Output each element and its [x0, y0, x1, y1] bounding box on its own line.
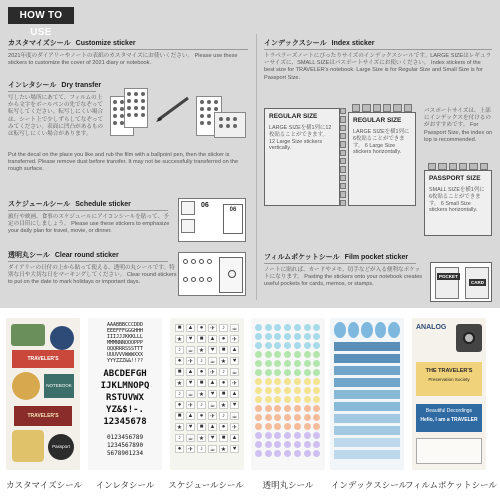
number-letters: 0123456789 1234567890 5678901234: [106, 434, 144, 457]
clear-dot: [304, 396, 311, 403]
index-circles: [334, 322, 400, 338]
clear-dot: [265, 360, 272, 367]
schedule-illustration: [178, 198, 246, 242]
index-strips: [334, 342, 400, 459]
round-sticker: [12, 372, 40, 400]
clear-dot: [265, 396, 272, 403]
transfer-result-illustration: [214, 112, 246, 138]
clear-dot: [304, 369, 311, 376]
schedule-icon: ☕: [209, 402, 216, 409]
clear-dot: [255, 450, 262, 457]
clear-dot: [304, 387, 311, 394]
schedule-icon: ■: [219, 434, 228, 442]
clear-dot: [284, 396, 291, 403]
clear-round-title: [8, 250, 119, 260]
pen-icon: [152, 94, 192, 124]
hello-text: Hello, I am a TRAVELER: [420, 417, 478, 423]
customize-text: 2021年度のダイアリーやノートの表紙のカスタマイズにお使いください。 Please use these stickers to customize the cover of 2021 diary or notebook.: [8, 53, 238, 67]
clear-dot: [313, 333, 320, 340]
clear-dot: [255, 369, 262, 376]
clear-dot: [294, 432, 301, 439]
clear-round-title-ja: 透明丸シール: [8, 252, 50, 259]
clear-dot: [255, 432, 262, 439]
passport-sticker: Passport: [48, 434, 74, 460]
index-text: トラベラーズノートにぴったりサイズのインデックスシールです。LARGE SIZEはレギュラーサイズに、SMALL SIZEはパスポートサイズにお使いください。 Index stickers of the best size for TRAVELER's notebook. Large Size is for Regular Size and Small Size is for Passport Size.: [264, 53, 492, 81]
clear-dot: [284, 450, 291, 457]
divider: [8, 49, 248, 50]
clear-dot: [304, 450, 311, 457]
clear-dot: [274, 450, 281, 457]
schedule-icon: ★: [176, 380, 183, 387]
clear-dot: [313, 387, 320, 394]
clear-dot: [255, 324, 262, 331]
schedule-icon: ★: [220, 358, 227, 365]
clear-round-product: [251, 318, 325, 470]
clear-dot: [304, 423, 311, 430]
clear-dot: [265, 387, 272, 394]
schedule-icon: ♪: [197, 445, 206, 453]
schedule-icon: ▲: [209, 336, 216, 342]
schedule-icon: ♥: [186, 379, 195, 387]
clear-dot: [304, 441, 311, 448]
banner-sticker-2: TRAVELER'S: [14, 406, 72, 426]
clear-dot: [294, 441, 301, 448]
schedule-icon: ●: [175, 445, 184, 453]
clear-dot: [294, 450, 301, 457]
film-pocket-illustration: [430, 262, 492, 302]
dry-transfer-title: [8, 80, 101, 90]
clear-dot: [284, 405, 291, 412]
clear-dot: [304, 351, 311, 358]
clear-dot: [284, 351, 291, 358]
clear-dot: [274, 360, 281, 367]
clear-dot: [313, 351, 320, 358]
clear-dot: [304, 333, 311, 340]
passport-size-label: PASSPORT SIZE: [429, 175, 481, 182]
column-divider: [256, 34, 257, 300]
schedule-icon: ♥: [230, 401, 239, 409]
schedule-icon: ●: [175, 357, 184, 365]
clear-dot: [284, 369, 291, 376]
clear-round-text: ダイアリーの日付の上から貼って使える、透明の丸シールです。特別な日や大切な日をマーキングしてください。 Clear round stickers to put on the date to mark holidays or important days.: [8, 265, 177, 286]
clear-dot: [294, 405, 301, 412]
schedule-icon: ☕: [187, 347, 194, 354]
dry-transfer-text-ja: 写したい場所にあてて、フィルムの上から文字をボールペンの先でなぞって転写してください。転写しにくい場合は、シート上で少しずらしてなぞってみてください。表面に凹凸があるものは転写しにくい場合があります。: [8, 95, 104, 138]
passport-size-text: SMALL SIZEを横1列に6枚貼ることができます。 6 Small Size stickers horizontally.: [429, 187, 485, 214]
clear-dot: [284, 378, 291, 385]
passport-size-box: [424, 170, 492, 236]
schedule-icon: ■: [197, 379, 206, 387]
beautiful-banner: [416, 404, 482, 432]
clear-dot: [313, 405, 320, 412]
schedule-icon: ✈: [231, 380, 238, 387]
clear-dot: [255, 360, 262, 367]
schedule-icon: ♥: [230, 357, 239, 365]
clear-dot: [255, 342, 262, 349]
clear-dot: [313, 324, 320, 331]
film-pocket-strip: [416, 438, 482, 464]
regular-size-vertical-box: [264, 108, 340, 206]
film-pocket-title: [264, 252, 408, 262]
schedule-icon: ✈: [187, 358, 194, 365]
clear-dot: [313, 396, 320, 403]
schedule-icon: ♥: [186, 335, 195, 343]
customize-title-en: Customize sticker: [75, 40, 136, 47]
schedule-icon: ☕: [209, 446, 216, 453]
schedule-icon: ●: [175, 401, 184, 409]
clear-dot: [304, 360, 311, 367]
clear-dot: [255, 396, 262, 403]
camera-sticker: [456, 324, 482, 352]
clear-dot: [294, 342, 301, 349]
schedule-icon: ✈: [209, 325, 216, 332]
schedule-icon: ♥: [230, 445, 239, 453]
regular-size-label-2: REGULAR SIZE: [353, 117, 402, 124]
schedule-icon: ●: [197, 324, 206, 332]
clear-dot: [294, 378, 301, 385]
schedule-icon: ☕: [231, 413, 238, 420]
clear-dot: [304, 342, 311, 349]
schedule-icon: ■: [175, 324, 184, 332]
schedule-icon: ●: [197, 368, 206, 376]
clear-dot: [265, 423, 272, 430]
clear-dot: [255, 351, 262, 358]
dry-transfer-product: [88, 318, 162, 470]
clear-dot: [304, 324, 311, 331]
schedule-icon: ■: [197, 335, 206, 343]
schedule-icon: ★: [220, 402, 227, 409]
schedule-icon: ▲: [231, 435, 238, 441]
clear-dot: [304, 405, 311, 412]
dry-transfer-title-en: Dry transfer: [61, 82, 102, 89]
divider: [8, 261, 168, 262]
clear-dot: [255, 405, 262, 412]
big-letters: ABCDEFGH IJKLMNOPQ RSTUVWX YZ&$!-. 12345678: [100, 369, 150, 427]
regular-size-text-2: LARGE SIZEを横1列に6枚貼ることができます。 6 Large Size stickers horizontally.: [353, 129, 410, 156]
schedule-title-ja: スケジュールシール: [8, 201, 71, 208]
clear-dot: [265, 450, 272, 457]
schedule-icon: ★: [220, 446, 227, 453]
dry-transfer-title-ja: インレタシール: [8, 82, 57, 89]
clear-dot: [265, 351, 272, 358]
clear-dot: [274, 405, 281, 412]
schedule-icon: ☕: [231, 369, 238, 376]
schedule-icon: ✈: [209, 413, 216, 420]
clear-dot: [313, 342, 320, 349]
clear-dot: [284, 387, 291, 394]
clear-dot: [294, 369, 301, 376]
schedule-icon: ♪: [175, 434, 184, 442]
clear-dot: [265, 441, 272, 448]
schedule-icon: ★: [176, 336, 183, 343]
schedule-icon: ●: [219, 379, 228, 387]
clear-dot: [274, 333, 281, 340]
schedule-icon: ●: [219, 423, 228, 431]
clear-dot: [274, 342, 281, 349]
clear-dot: [274, 423, 281, 430]
schedule-icon: ▲: [231, 347, 238, 353]
film-pocket-product: [412, 318, 486, 470]
schedule-day-label: 06: [201, 202, 209, 209]
calendar-cell: [181, 201, 195, 215]
clear-dot: [313, 441, 320, 448]
clear-dot: [265, 369, 272, 376]
regular-size-horizontal-box: [348, 112, 416, 206]
beautiful-text: Beautiful Decordings: [425, 408, 473, 414]
schedule-icon: ✈: [187, 402, 194, 409]
clear-dot: [284, 333, 291, 340]
clear-dot: [284, 324, 291, 331]
clear-dot: [265, 405, 272, 412]
schedule-icon: ✈: [231, 336, 238, 343]
clear-dot: [274, 432, 281, 439]
banner-sticker: TRAVELER'S: [12, 350, 74, 368]
clear-dot: [313, 450, 320, 457]
note-page: [223, 204, 243, 234]
clear-dot: [265, 333, 272, 340]
clear-dot: [274, 414, 281, 421]
note-day-label: 06: [229, 207, 237, 213]
square-sticker: [12, 430, 44, 462]
schedule-icon: ☕: [209, 358, 216, 365]
schedule-icon: ■: [219, 390, 228, 398]
clear-dot: [255, 414, 262, 421]
clear-round-title-en: Clear round sticker: [54, 252, 119, 259]
pocket-left: [435, 267, 459, 299]
schedule-icon: ▲: [209, 424, 216, 430]
schedule-icon-grid: [175, 324, 239, 464]
clear-dot: [265, 324, 272, 331]
clear-dot: [274, 351, 281, 358]
dry-transfer-text-en: Put the decal on the place you like and rub the film with a ballpoint pen, then the sticker is transferred. Please remove dust before transfer. It may not be successfully transferred on the rough surface.: [8, 152, 239, 173]
clear-dot: [255, 333, 262, 340]
index-tabs-passport: [428, 163, 488, 170]
schedule-text: 旅行や映画、食事のスケジュールにアイコンシールを貼って、予定の目印にしましょう。 Please use these stickers to emphasize your daily plan for travel, movie, or dinner.: [8, 214, 170, 235]
clear-dot: [274, 369, 281, 376]
schedule-icon: ♪: [197, 357, 206, 365]
small-letters: AAABBBCCCDDD EEEFFFGGGHHH IIIJJJKKKLLL MMMNNNOOOPPP QQQRRRSSSTTT UUUVVVWWWXXX YYYZZZ&&!!??: [106, 322, 144, 364]
index-section-title: [264, 38, 374, 48]
clear-dot: [304, 414, 311, 421]
schedule-icon: ▲: [209, 380, 216, 386]
schedule-icon: ●: [219, 335, 228, 343]
customize-title-ja: カスタマイズシール: [8, 40, 71, 47]
divider: [8, 91, 96, 92]
schedule-icon: ♪: [175, 390, 184, 398]
divider: [264, 49, 492, 50]
index-sticker-product: [330, 318, 404, 470]
calendar-page: [219, 257, 243, 293]
clear-dot: [274, 378, 281, 385]
pocket-tag: POCKET: [439, 274, 458, 279]
schedule-icon: ★: [176, 424, 183, 431]
clear-dot: [255, 378, 262, 385]
schedule-icon: ♥: [208, 390, 217, 398]
clear-dot: [294, 360, 301, 367]
caption-clear-round: 透明丸シール: [262, 480, 314, 490]
clear-dot: [313, 369, 320, 376]
film-pocket-title-ja: フィルムポケットシール: [264, 254, 340, 261]
clear-dot: [304, 378, 311, 385]
caption-customize: カスタマイズシール: [5, 480, 83, 490]
travelers-banner: [416, 362, 482, 396]
clear-dot: [284, 432, 291, 439]
how-to-use-header: HOW TO USE: [8, 7, 74, 24]
index-tabs-vertical: [340, 108, 346, 206]
calendar-cell: [181, 219, 195, 233]
clear-round-illustration: [178, 252, 246, 296]
customize-sticker-product: [6, 318, 80, 470]
clear-dot: [294, 423, 301, 430]
film-pocket-text: ノートに貼れば、カードやメモ、切手などが入る便利なポケットになります。 Pasting the stickers onto your notebook creates useful pockets for cards, memos, or stamps.: [264, 267, 423, 288]
clear-dot: [274, 396, 281, 403]
clear-dot-grid: [255, 324, 321, 464]
regular-size-label: REGULAR SIZE: [269, 113, 318, 120]
regular-size-text: LARGE SIZEを横1列に12枚貼ることができます。 12 Large Size stickers vertically.: [269, 125, 332, 152]
schedule-icon: ♪: [219, 324, 228, 332]
clear-dot: [265, 414, 272, 421]
caption-dry-transfer: インレタシール: [95, 480, 155, 490]
index-title-en: Index sticker: [331, 40, 375, 47]
film-pocket-title-en: Film pocket sticker: [344, 254, 409, 261]
divider: [264, 263, 416, 264]
clear-dot: [265, 378, 272, 385]
travelers-title: THE TRAVELER'S: [425, 368, 473, 374]
clear-dot: [294, 324, 301, 331]
clear-dot: [265, 432, 272, 439]
clear-dot: [294, 387, 301, 394]
schedule-icon: ▲: [187, 325, 194, 331]
clear-dot: [255, 423, 262, 430]
clear-dot: [284, 423, 291, 430]
index-title-ja: インデックスシール: [264, 40, 327, 47]
clear-dot: [284, 414, 291, 421]
clear-dot: [294, 396, 301, 403]
customize-section-title: [8, 38, 136, 48]
index-tabs-horizontal: [352, 104, 412, 112]
clear-dot: [284, 441, 291, 448]
schedule-icon: ☕: [231, 325, 238, 332]
schedule-icon: ♥: [186, 423, 195, 431]
schedule-icon: ★: [198, 391, 205, 398]
schedule-sticker-product: [170, 318, 244, 470]
transfer-sheet-illustration: [124, 88, 148, 128]
badge-sticker: [11, 324, 45, 346]
schedule-icon: ■: [197, 423, 206, 431]
schedule-icon: ☕: [187, 435, 194, 442]
schedule-icon: ✈: [209, 369, 216, 376]
schedule-icon: ★: [198, 347, 205, 354]
schedule-icon: ✈: [187, 446, 194, 453]
label-sticker: NOTEBOOK: [44, 374, 74, 398]
schedule-section-title: [8, 199, 131, 209]
clear-dot: [274, 387, 281, 394]
caption-film-pocket: フィルムポケットシール: [405, 480, 497, 490]
round-badge-sticker: [50, 326, 74, 350]
schedule-icon: ▲: [187, 413, 194, 419]
schedule-icon: ♪: [175, 346, 184, 354]
schedule-icon: ■: [175, 368, 184, 376]
clear-dot: [255, 387, 262, 394]
schedule-icon: ▲: [231, 391, 238, 397]
clear-dot: [265, 342, 272, 349]
clear-dot: [313, 432, 320, 439]
schedule-title-en: Schedule sticker: [75, 201, 131, 208]
schedule-icon: ♥: [208, 346, 217, 354]
preservation-text: Preservation Society: [428, 377, 470, 382]
schedule-icon: ♪: [219, 412, 228, 420]
clear-dot: [304, 432, 311, 439]
schedule-icon: ☕: [187, 391, 194, 398]
clear-dot: [313, 414, 320, 421]
clear-dot: [255, 441, 262, 448]
schedule-icon: ✈: [231, 424, 238, 431]
clear-dot: [274, 441, 281, 448]
schedule-icon: ■: [219, 346, 228, 354]
analog-logo: ANALOG: [416, 324, 447, 331]
schedule-icon: ♪: [219, 368, 228, 376]
clear-dot: [284, 360, 291, 367]
caption-schedule: スケジュールシール: [168, 480, 244, 490]
clear-dot: [313, 423, 320, 430]
clear-dot: [313, 360, 320, 367]
clear-dot: [294, 351, 301, 358]
schedule-icon: ♪: [197, 401, 206, 409]
clear-dot: [274, 324, 281, 331]
clear-dot: [294, 333, 301, 340]
clear-dot: [284, 342, 291, 349]
schedule-icon: ♥: [208, 434, 217, 442]
card-tag: CARD: [471, 280, 484, 285]
passport-note: パスポートサイズは、上部にインデックスを付けるのがおすすめです。 For Passport Size, the index on top is recommended.: [424, 108, 493, 143]
schedule-icon: ●: [197, 412, 206, 420]
clear-dot: [294, 414, 301, 421]
schedule-icon: ★: [198, 435, 205, 442]
schedule-icon: ▲: [187, 369, 194, 375]
schedule-icon: ■: [175, 412, 184, 420]
caption-index: インデックスシール: [330, 480, 408, 490]
divider: [8, 210, 168, 211]
clear-dot: [313, 378, 320, 385]
